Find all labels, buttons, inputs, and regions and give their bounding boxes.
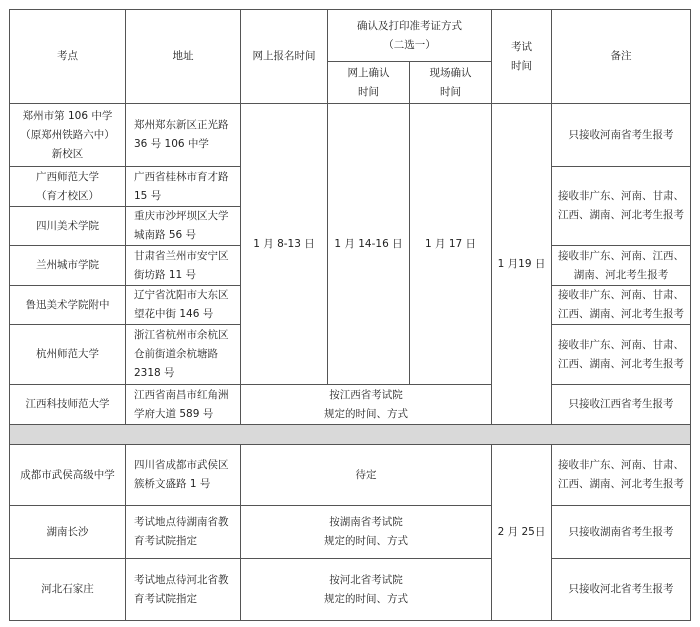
- remark-cell: 接收非广东、河南、江西、 湖南、河北考生报考: [552, 246, 691, 286]
- site-cell: 河北石家庄: [10, 559, 126, 621]
- remark-cell: 只接收江西省考生报考: [552, 385, 691, 425]
- method-cell: 待定: [241, 445, 492, 506]
- header-online-confirm: 网上确认 时间: [328, 62, 410, 104]
- header-confirm-title: 确认及打印准考证方式: [357, 19, 462, 32]
- site-cell: 兰州城市学院: [10, 246, 126, 286]
- method-cell: 按湖南省考试院 规定的时间、方式: [241, 506, 492, 559]
- remark-cell: 接收非广东、河南、甘肃、 江西、湖南、河北考生报考: [552, 325, 691, 385]
- onsite-confirm-cell: 1 月 17 日: [410, 104, 492, 385]
- header-site: 考点: [10, 10, 126, 104]
- site-cell: 江西科技师范大学: [10, 385, 126, 425]
- site-cell: 鲁迅美术学院附中: [10, 286, 126, 325]
- header-onsite-confirm: 现场确认 时间: [410, 62, 492, 104]
- remark-cell: 接收非广东、河南、甘肃、 江西、湖南、河北考生报考: [552, 445, 691, 506]
- divider-band: [10, 425, 691, 445]
- remark-cell: 接收非广东、河南、甘肃、 江西、湖南、河北考生报考: [552, 167, 691, 246]
- table-row: [10, 506, 691, 559]
- site-cell: 湖南长沙: [10, 506, 126, 559]
- address-cell: 江西省南昌市红角洲 学府大道 589 号: [126, 385, 241, 425]
- address-cell: 郑州郑东新区正光路 36 号 106 中学: [126, 104, 241, 167]
- remark-cell: 只接收湖南省考生报考: [552, 506, 691, 559]
- address-cell: 浙江省杭州市余杭区 仓前街道余杭塘路 2318 号: [126, 325, 241, 385]
- header-confirm-method: [328, 10, 492, 62]
- site-cell: 广西师范大学 （育才校区）: [10, 167, 126, 207]
- address-cell: 考试地点待湖南省教 育考试院指定: [126, 506, 241, 559]
- table-row: [10, 104, 691, 167]
- remark-cell: 只接收河南省考生报考: [552, 104, 691, 167]
- site-cell: 四川美术学院: [10, 207, 126, 246]
- online-confirm-cell: 1 月 14-16 日: [328, 104, 410, 385]
- site-cell: 郑州市第 106 中学 （原郑州铁路六中） 新校区: [10, 104, 126, 167]
- site-cell: 成都市武侯高级中学: [10, 445, 126, 506]
- exam-site-table: [9, 9, 691, 621]
- remark-cell: 接收非广东、河南、甘肃、 江西、湖南、河北考生报考: [552, 286, 691, 325]
- method-cell: 按江西省考试院 规定的时间、方式: [241, 385, 492, 425]
- section-divider: [10, 425, 691, 445]
- method-cell: 按河北省考试院 规定的时间、方式: [241, 559, 492, 621]
- address-cell: 重庆市沙坪坝区大学 城南路 56 号: [126, 207, 241, 246]
- site-cell: 杭州师范大学: [10, 325, 126, 385]
- address-cell: 辽宁省沈阳市大东区 望花中街 146 号: [126, 286, 241, 325]
- header-online-register: 网上报名时间: [241, 10, 328, 104]
- address-cell: 四川省成都市武侯区 簇桥文盛路 1 号: [126, 445, 241, 506]
- remark-cell: 只接收河北省考生报考: [552, 559, 691, 621]
- address-cell: 甘肃省兰州市安宁区 街坊路 11 号: [126, 246, 241, 286]
- exam-time-cell: 2 月 25日: [492, 445, 552, 621]
- online-register-cell: 1 月 8-13 日: [241, 104, 328, 385]
- header-exam-time: 考试 时间: [492, 10, 552, 104]
- table-row: [10, 385, 691, 425]
- header-remark: 备注: [552, 10, 691, 104]
- header-confirm-sub: （二选一）: [383, 38, 436, 51]
- exam-time-cell: 1 月19 日: [492, 104, 552, 425]
- address-cell: 考试地点待河北省教 育考试院指定: [126, 559, 241, 621]
- address-cell: 广西省桂林市育才路 15 号: [126, 167, 241, 207]
- table-row: [10, 445, 691, 506]
- header-address: 地址: [126, 10, 241, 104]
- table-row: [10, 559, 691, 621]
